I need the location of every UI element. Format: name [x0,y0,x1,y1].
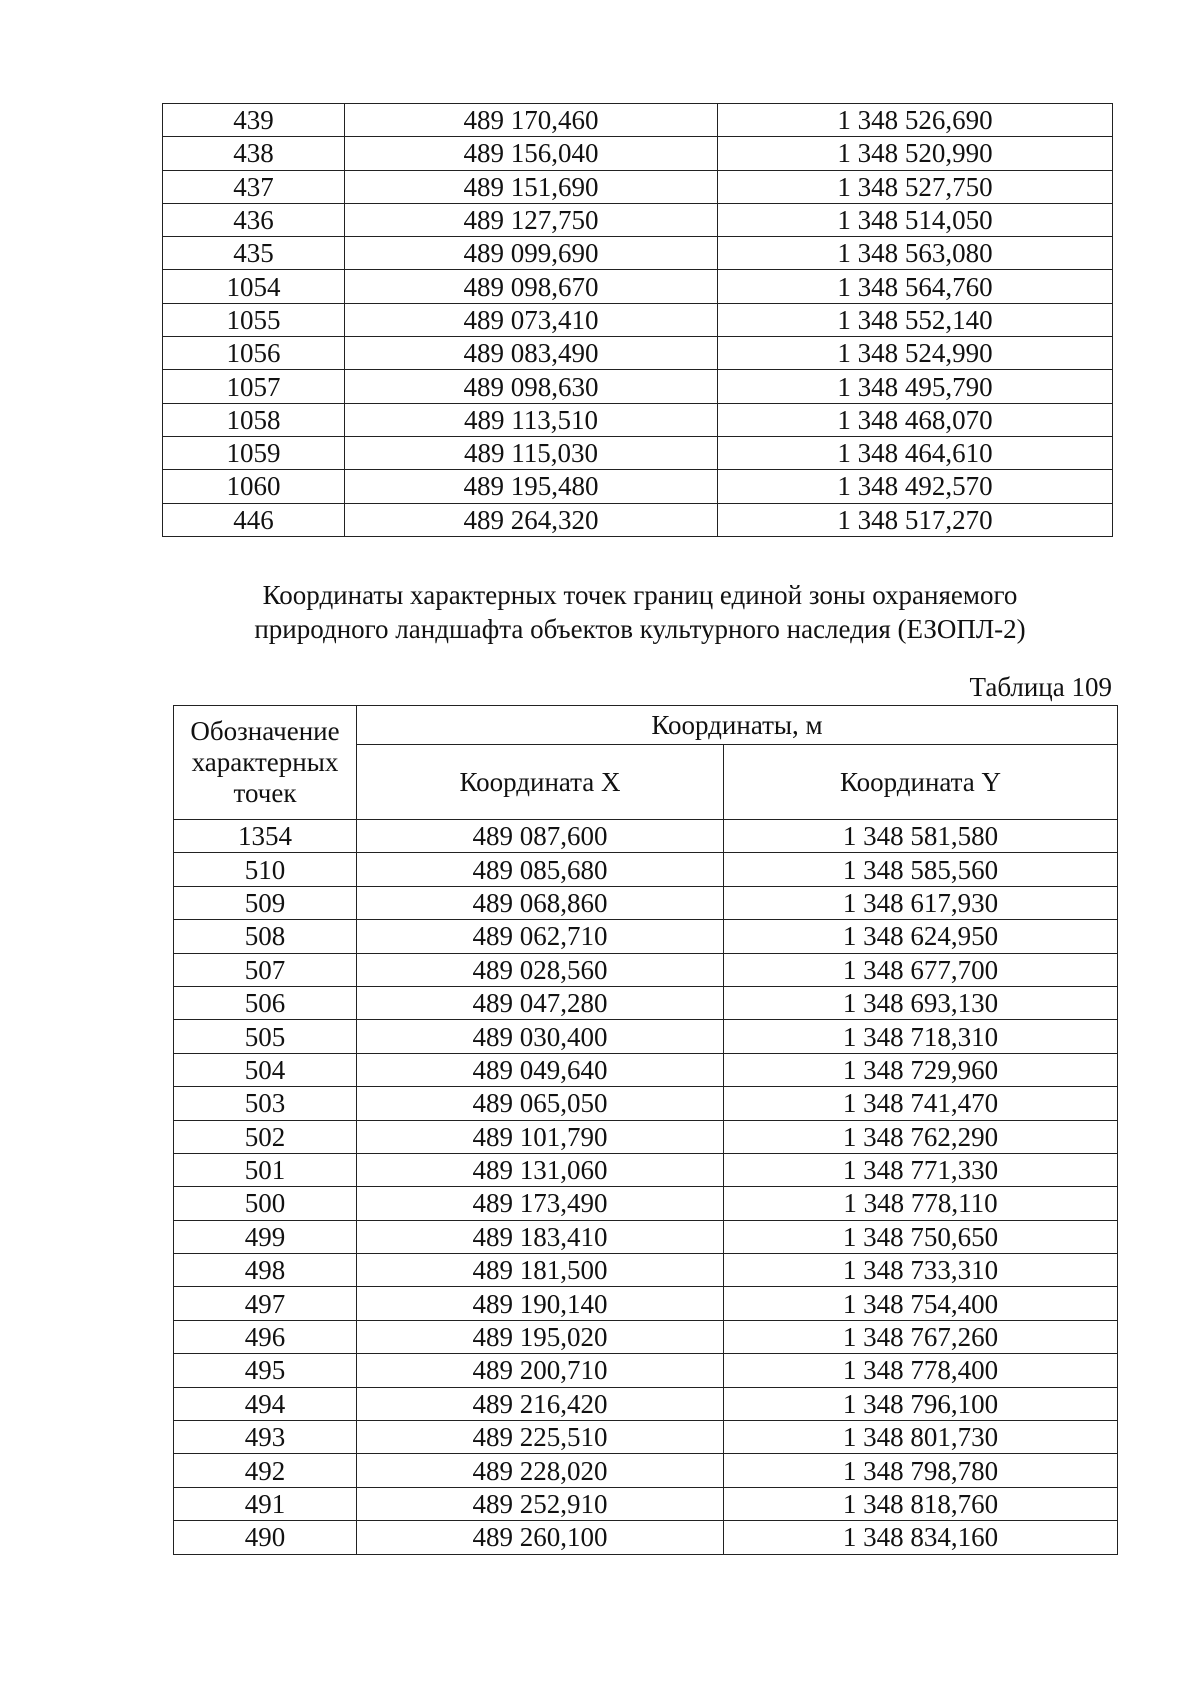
table-row [174,1521,1118,1554]
table-row [163,470,1113,503]
coordinate-y-cell: 1 348 718,310 [724,1020,1118,1053]
point-id-cell: 436 [163,203,345,236]
coordinates-table-continued [162,103,1113,537]
coordinate-y-cell: 1 348 767,260 [724,1320,1118,1353]
coordinate-y-cell: 1 348 754,400 [724,1287,1118,1320]
point-id-cell: 491 [174,1487,357,1520]
table-body [174,820,1118,1555]
table-number: Таблица 109 [969,672,1112,702]
table-row [163,104,1113,137]
coordinate-x-cell: 489 068,860 [357,886,724,919]
header-line: Обозначение [190,716,340,746]
coordinate-y-cell: 1 348 801,730 [724,1421,1118,1454]
coordinate-x-cell: 489 264,320 [345,503,718,536]
table-row [163,370,1113,403]
point-id-cell: 495 [174,1354,357,1387]
coordinate-x-cell: 489 131,060 [357,1153,724,1186]
coordinate-y-cell: 1 348 624,950 [724,920,1118,953]
coordinate-y-cell: 1 348 468,070 [718,403,1113,436]
coordinate-y-cell: 1 348 729,960 [724,1053,1118,1086]
coordinate-x-cell: 489 216,420 [357,1387,724,1420]
table-row [163,436,1113,469]
header-line: точек [233,778,297,808]
coordinate-y-cell: 1 348 520,990 [718,137,1113,170]
point-id-cell: 499 [174,1220,357,1253]
table-row [163,270,1113,303]
table-row [174,986,1118,1019]
point-id-cell: 439 [163,104,345,137]
coordinate-x-cell: 489 047,280 [357,986,724,1019]
coordinate-x-cell: 489 252,910 [357,1487,724,1520]
coordinate-x-cell: 489 151,690 [345,170,718,203]
coordinate-y-cell: 1 348 834,160 [724,1521,1118,1554]
coordinate-y-cell: 1 348 798,780 [724,1454,1118,1487]
table-row [174,1053,1118,1086]
coordinate-x-cell: 489 181,500 [357,1254,724,1287]
table-row [174,1354,1118,1387]
point-id-cell: 497 [174,1287,357,1320]
coordinate-x-cell: 489 073,410 [345,303,718,336]
point-id-cell: 1059 [163,436,345,469]
table-row [163,403,1113,436]
point-id-cell: 490 [174,1521,357,1554]
coordinate-x-cell: 489 115,030 [345,436,718,469]
coordinate-x-cell: 489 065,050 [357,1087,724,1120]
point-id-cell: 502 [174,1120,357,1153]
table-row [174,1421,1118,1454]
coordinate-x-cell: 489 195,480 [345,470,718,503]
coordinate-x-cell: 489 173,490 [357,1187,724,1220]
point-id-cell: 446 [163,503,345,536]
table-row [174,886,1118,919]
coordinate-x-cell: 489 028,560 [357,953,724,986]
coordinate-y-cell: 1 348 617,930 [724,886,1118,919]
table-row [174,1487,1118,1520]
coordinate-y-cell: 1 348 677,700 [724,953,1118,986]
table-row [174,1387,1118,1420]
point-id-cell: 507 [174,953,357,986]
coordinate-x-cell: 489 098,670 [345,270,718,303]
table-header [174,706,1118,820]
table-row [163,503,1113,536]
point-id-cell: 501 [174,1153,357,1186]
point-id-cell: 508 [174,920,357,953]
coordinate-y-cell: 1 348 733,310 [724,1254,1118,1287]
table-row [163,137,1113,170]
table-row [163,170,1113,203]
point-id-cell: 493 [174,1421,357,1454]
table-row [174,1254,1118,1287]
header-coordinates: Координаты, м [357,706,1118,745]
point-id-cell: 494 [174,1387,357,1420]
coordinate-x-cell: 489 190,140 [357,1287,724,1320]
coordinate-y-cell: 1 348 778,110 [724,1187,1118,1220]
coordinate-y-cell: 1 348 563,080 [718,237,1113,270]
coordinate-x-cell: 489 225,510 [357,1421,724,1454]
coordinate-x-cell: 489 127,750 [345,203,718,236]
coordinate-y-cell: 1 348 741,470 [724,1087,1118,1120]
point-id-cell: 498 [174,1254,357,1287]
table-row [174,1153,1118,1186]
table-row [174,820,1118,853]
table-row [174,1287,1118,1320]
point-id-cell: 500 [174,1187,357,1220]
point-id-cell: 435 [163,237,345,270]
point-id-cell: 509 [174,886,357,919]
coordinates-table-109 [173,705,1118,1555]
coordinate-y-cell: 1 348 517,270 [718,503,1113,536]
coordinate-x-cell: 489 049,640 [357,1053,724,1086]
coordinate-x-cell: 489 156,040 [345,137,718,170]
point-id-cell: 504 [174,1053,357,1086]
coordinate-x-cell: 489 170,460 [345,104,718,137]
table-row [174,1120,1118,1153]
coordinate-x-cell: 489 030,400 [357,1020,724,1053]
point-id-cell: 1058 [163,403,345,436]
point-id-cell: 1060 [163,470,345,503]
table-row [163,203,1113,236]
coordinate-x-cell: 489 195,020 [357,1320,724,1353]
point-id-cell: 1055 [163,303,345,336]
coordinate-y-cell: 1 348 464,610 [718,436,1113,469]
table-row [163,337,1113,370]
table-row [174,1020,1118,1053]
header-coordinate-y: Координата Y [724,745,1118,820]
coordinate-y-cell: 1 348 495,790 [718,370,1113,403]
coordinate-y-cell: 1 348 527,750 [718,170,1113,203]
point-id-cell: 506 [174,986,357,1019]
coordinate-y-cell: 1 348 585,560 [724,853,1118,886]
table-body [163,104,1113,537]
coordinate-x-cell: 489 101,790 [357,1120,724,1153]
table-row [163,237,1113,270]
coordinate-y-cell: 1 348 778,400 [724,1354,1118,1387]
point-id-cell: 503 [174,1087,357,1120]
table-row [174,953,1118,986]
coordinate-y-cell: 1 348 771,330 [724,1153,1118,1186]
table-row [163,303,1113,336]
coordinate-y-cell: 1 348 552,140 [718,303,1113,336]
point-id-cell: 438 [163,137,345,170]
coordinate-y-cell: 1 348 514,050 [718,203,1113,236]
point-id-cell: 496 [174,1320,357,1353]
coordinate-y-cell: 1 348 564,760 [718,270,1113,303]
coordinate-x-cell: 489 085,680 [357,853,724,886]
coordinate-y-cell: 1 348 693,130 [724,986,1118,1019]
coordinate-y-cell: 1 348 750,650 [724,1220,1118,1253]
coordinate-x-cell: 489 099,690 [345,237,718,270]
point-id-cell: 510 [174,853,357,886]
header-designation [174,706,357,820]
header-coordinate-x: Координата X [357,745,724,820]
table-row [174,853,1118,886]
coordinate-y-cell: 1 348 581,580 [724,820,1118,853]
table-row [174,1454,1118,1487]
coordinate-y-cell: 1 348 492,570 [718,470,1113,503]
coordinate-x-cell: 489 113,510 [345,403,718,436]
table-row [174,1220,1118,1253]
coordinate-x-cell: 489 083,490 [345,337,718,370]
coordinate-y-cell: 1 348 818,760 [724,1487,1118,1520]
point-id-cell: 437 [163,170,345,203]
coordinate-x-cell: 489 200,710 [357,1354,724,1387]
coordinate-x-cell: 489 183,410 [357,1220,724,1253]
coordinate-x-cell: 489 087,600 [357,820,724,853]
coordinate-x-cell: 489 062,710 [357,920,724,953]
caption-line: Координаты характерных точек границ единой зоны охраняемого [262,580,1018,610]
coordinate-x-cell: 489 260,100 [357,1521,724,1554]
point-id-cell: 505 [174,1020,357,1053]
caption-line: природного ландшафта объектов культурного наследия (ЕЗОПЛ-2) [254,614,1026,644]
point-id-cell: 492 [174,1454,357,1487]
point-id-cell: 1057 [163,370,345,403]
point-id-cell: 1054 [163,270,345,303]
coordinate-y-cell: 1 348 796,100 [724,1387,1118,1420]
table-row [174,1187,1118,1220]
table-row [174,1320,1118,1353]
coordinate-x-cell: 489 228,020 [357,1454,724,1487]
header-line: характерных [191,747,339,777]
coordinate-x-cell: 489 098,630 [345,370,718,403]
point-id-cell: 1354 [174,820,357,853]
table-caption [160,578,1120,646]
coordinate-y-cell: 1 348 762,290 [724,1120,1118,1153]
table-row [174,920,1118,953]
point-id-cell: 1056 [163,337,345,370]
coordinate-y-cell: 1 348 524,990 [718,337,1113,370]
coordinate-y-cell: 1 348 526,690 [718,104,1113,137]
table-row [174,1087,1118,1120]
